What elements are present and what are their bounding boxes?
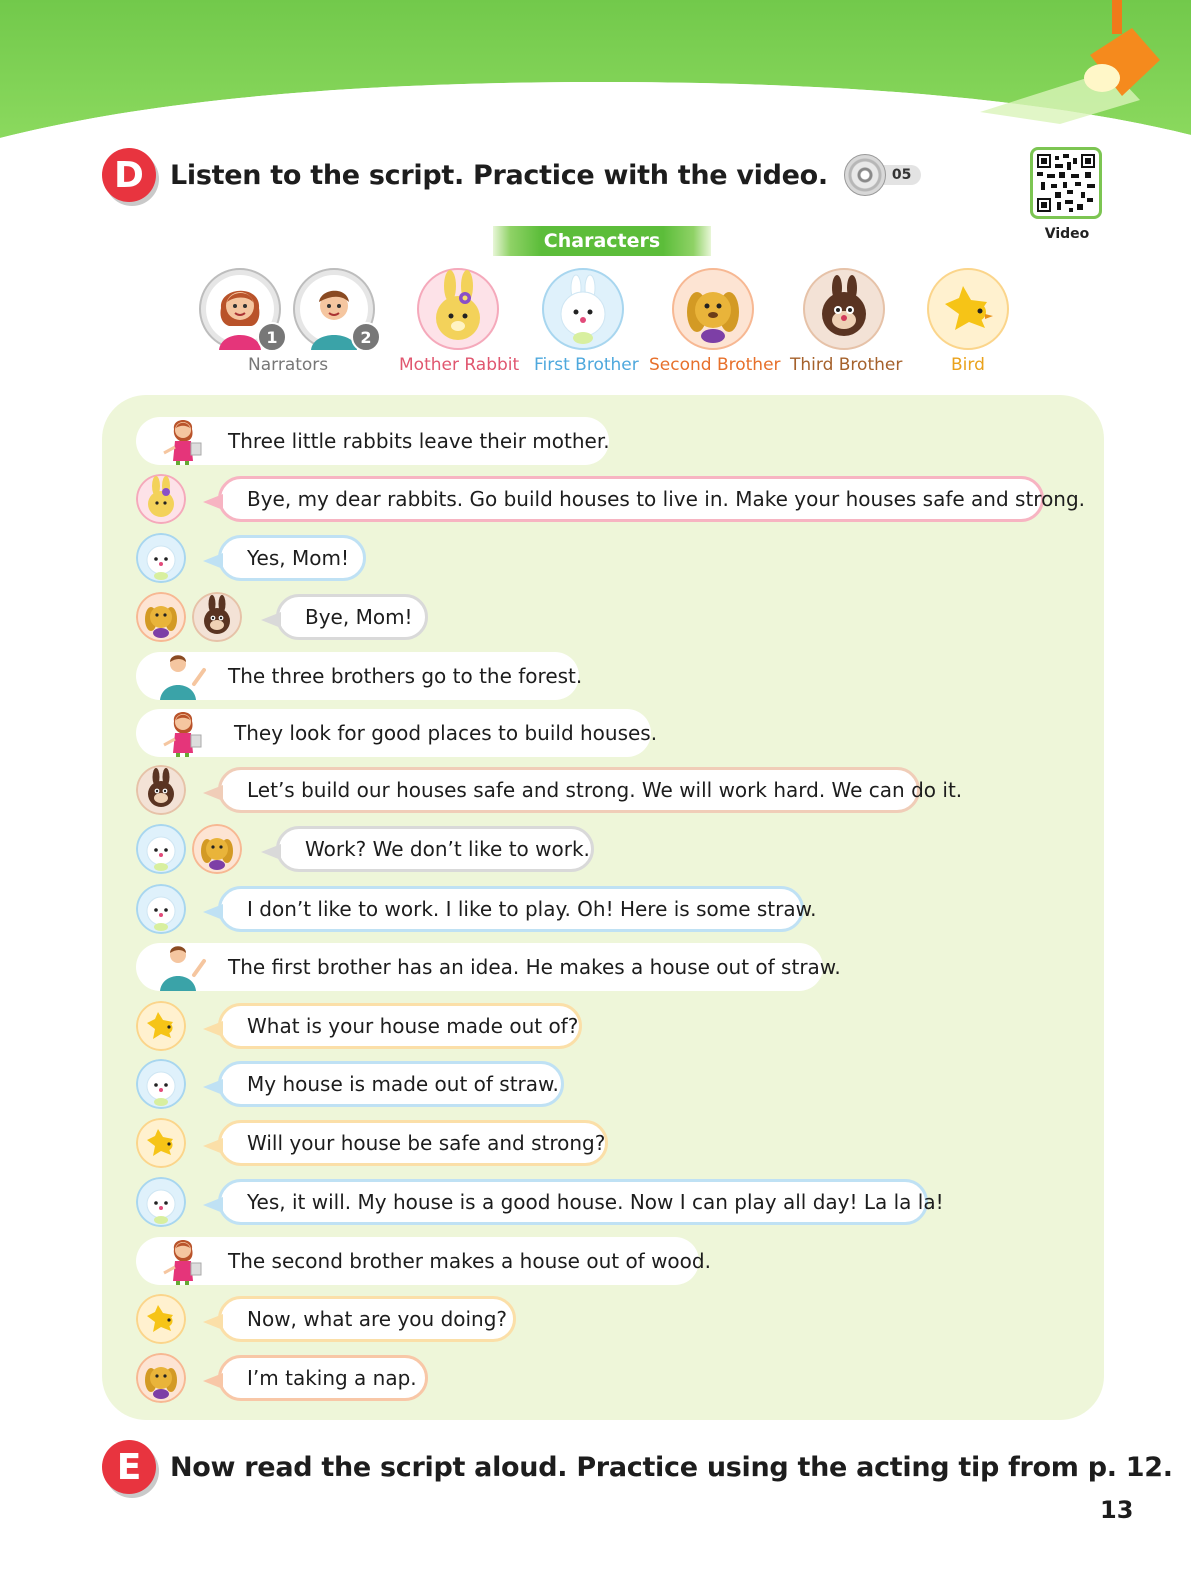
speech-bubble — [218, 1061, 564, 1107]
speech-bubble — [218, 476, 1086, 522]
dialogue-text: Bye, Mom! — [305, 605, 413, 629]
dialogue-text: Will your house be safe and strong? — [247, 1131, 606, 1155]
bird-icon — [136, 1294, 186, 1344]
first-brother-icon — [136, 1059, 186, 1109]
narrator-boy-icon — [136, 652, 206, 700]
speech-bubble — [218, 1003, 582, 1049]
dialogue-text: Work? We don’t like to work. — [305, 837, 590, 861]
bird-label: Bird — [951, 355, 985, 375]
second-brother-icon — [136, 1353, 186, 1403]
second-brother-icon — [136, 592, 186, 642]
first-brother-icon — [136, 884, 186, 934]
dialogue-text: Yes, Mom! — [247, 546, 349, 570]
video-label: Video — [1044, 226, 1090, 242]
first-brother-icon — [136, 824, 186, 874]
section-e-badge: E — [102, 1440, 156, 1494]
first-brother-icon — [542, 268, 624, 350]
narrator-girl-icon — [136, 709, 206, 757]
dialogue-text: Now, what are you doing? — [247, 1307, 508, 1331]
speech-bubble — [218, 1355, 428, 1401]
qr-code[interactable] — [1030, 147, 1102, 219]
speech-bubble — [276, 826, 594, 872]
dialogue-text: Bye, my dear rabbits. Go build houses to live in. Make your houses safe and strong. — [247, 487, 1086, 511]
second-brother-icon — [192, 824, 242, 874]
cd-icon[interactable] — [844, 154, 886, 196]
first-brother-icon — [136, 533, 186, 583]
second-brother-icon — [672, 268, 754, 350]
third-brother-icon — [192, 592, 242, 642]
narrator-boy-icon — [136, 943, 206, 991]
speech-bubble — [218, 1296, 516, 1342]
speech-bubble — [218, 1179, 944, 1225]
dialogue-text: Let’s build our houses safe and strong. We will work hard. We can do it. — [247, 778, 963, 802]
first-brother-portrait — [542, 268, 624, 350]
narration-text: They look for good places to build houses. — [234, 721, 658, 745]
speech-bubble — [218, 767, 963, 813]
speech-bubble — [218, 535, 366, 581]
section-d-badge: D — [102, 148, 156, 202]
speech-bubble — [218, 886, 817, 932]
bird-icon — [136, 1118, 186, 1168]
narrator-line — [136, 943, 841, 991]
narrator-line — [136, 652, 583, 700]
dialogue-text: I’m taking a nap. — [247, 1366, 417, 1390]
dialogue-text: I don’t like to work. I like to play. Oh! Here is some straw. — [247, 897, 817, 921]
first-brother-icon — [136, 1177, 186, 1227]
narration-text: Three little rabbits leave their mother. — [228, 429, 610, 453]
bird-icon — [136, 1001, 186, 1051]
narrator-2-portrait — [293, 268, 375, 350]
narration-text: The first brother has an idea. He makes a house out of straw. — [228, 955, 841, 979]
narrator-1-portrait — [199, 268, 281, 350]
dialogue-text: What is your house made out of? — [247, 1014, 579, 1038]
second-brother-label: Second Brother — [649, 355, 781, 375]
first-brother-label: First Brother — [534, 355, 639, 375]
narration-text: The second brother makes a house out of wood. — [228, 1249, 711, 1273]
narrator-1-badge: 1 — [257, 322, 287, 352]
mother-rabbit-portrait — [417, 268, 499, 350]
narrator-2-badge: 2 — [351, 322, 381, 352]
mother-rabbit-icon — [136, 474, 186, 524]
track-number: 05 — [872, 165, 921, 185]
bird-icon — [927, 268, 1009, 350]
audio-track[interactable] — [844, 154, 921, 196]
narrator-line — [136, 709, 658, 757]
third-brother-icon — [136, 765, 186, 815]
speech-bubble — [218, 1120, 608, 1166]
narrator-line — [136, 417, 609, 465]
narrators-label: Narrators — [248, 355, 329, 375]
page-number: 13 — [1100, 1496, 1134, 1524]
third-brother-label: Third Brother — [790, 355, 903, 375]
second-brother-portrait — [672, 268, 754, 350]
section-e-heading — [102, 1440, 1173, 1494]
dialogue-text: My house is made out of straw. — [247, 1072, 559, 1096]
header-wave — [0, 0, 1191, 150]
section-d-heading — [102, 148, 921, 202]
section-e-instruction: Now read the script aloud. Practice using the acting tip from p. 12. — [170, 1451, 1173, 1483]
qr-code-icon — [1037, 154, 1095, 212]
narrator-girl-icon — [136, 417, 206, 465]
bird-portrait — [927, 268, 1009, 350]
narration-text: The three brothers go to the forest. — [228, 664, 583, 688]
mother-rabbit-label: Mother Rabbit — [399, 355, 520, 375]
characters-banner: Characters — [493, 226, 711, 256]
mother-rabbit-icon — [417, 268, 499, 350]
speech-bubble — [276, 594, 428, 640]
third-brother-portrait — [803, 268, 885, 350]
section-d-instruction: Listen to the script. Practice with the video. — [170, 159, 828, 191]
narrator-line — [136, 1237, 711, 1285]
dialogue-text: Yes, it will. My house is a good house. Now I can play all day! La la la! — [247, 1190, 944, 1214]
narrator-girl-icon — [136, 1237, 206, 1285]
third-brother-icon — [803, 268, 885, 350]
